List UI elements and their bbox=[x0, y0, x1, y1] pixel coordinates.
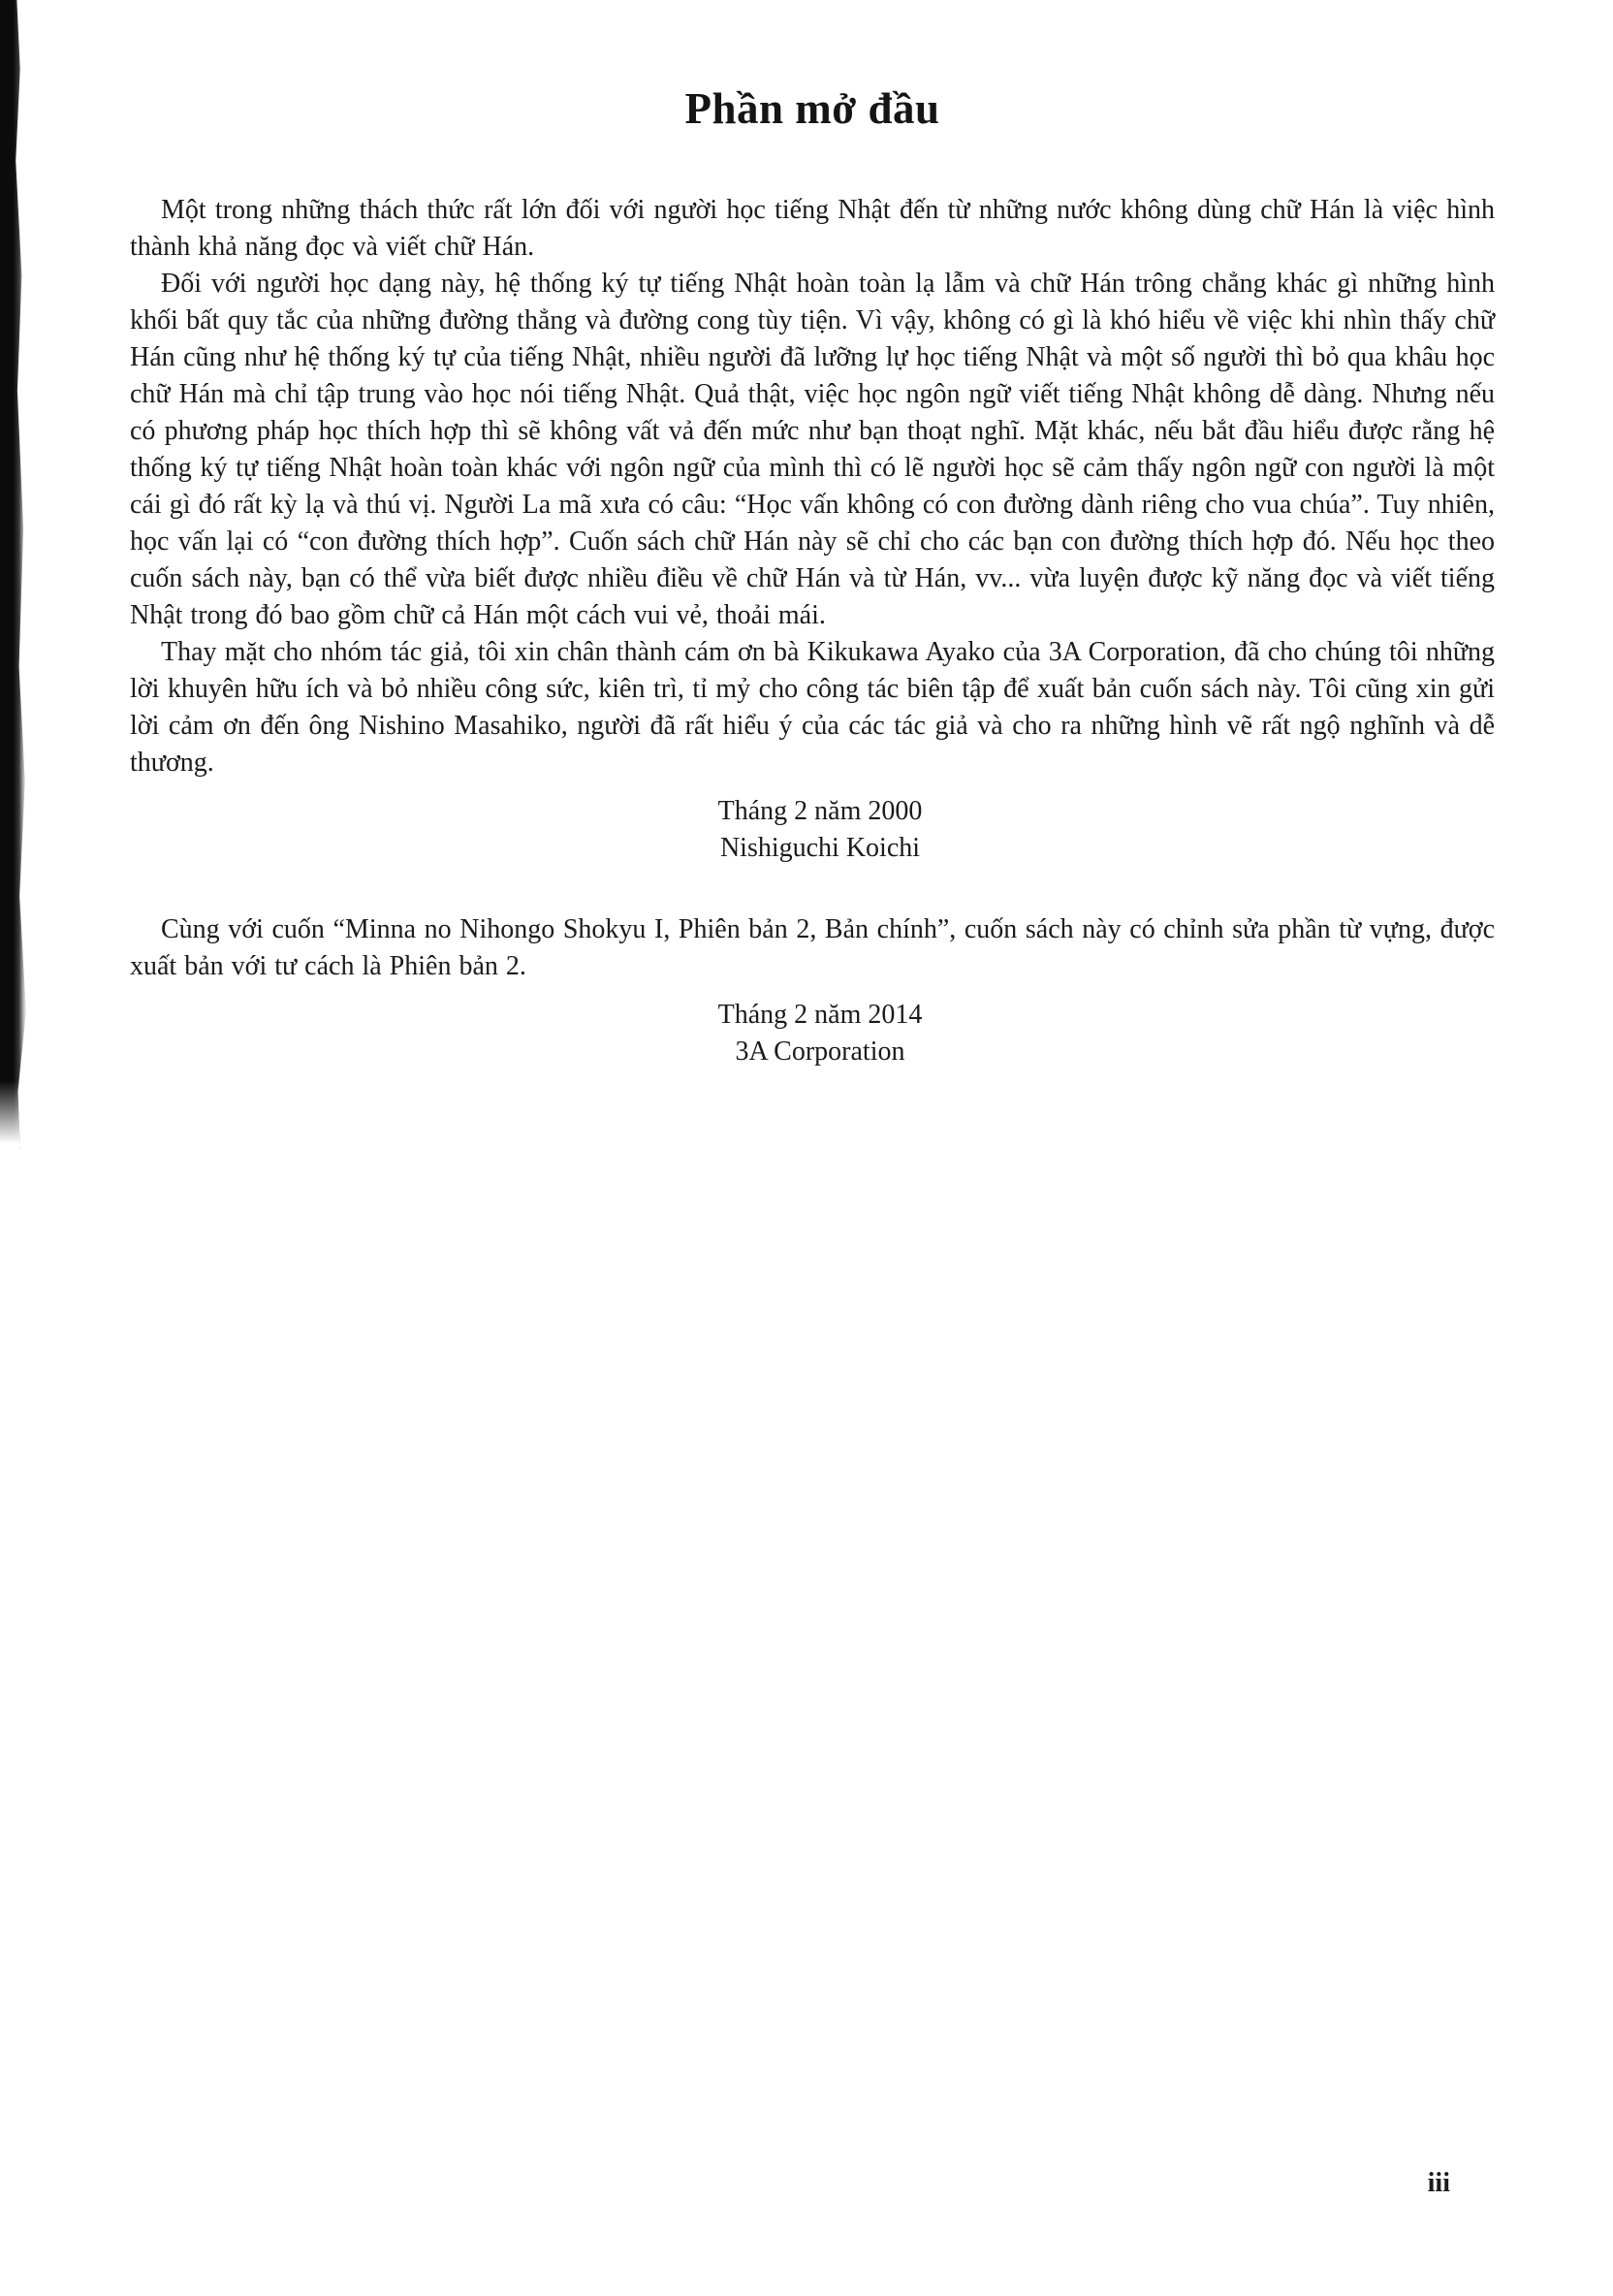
page-title: Phần mở đầu bbox=[684, 84, 940, 133]
signature-name-nishiguchi: Nishiguchi Koichi bbox=[719, 833, 921, 863]
scan-binding-shadow bbox=[0, 0, 27, 1149]
signature-name-3a-corporation: 3A Corporation bbox=[735, 1036, 905, 1067]
signature-block-2000 bbox=[138, 793, 1502, 867]
paragraph-acknowledgements: Thay mặt cho nhóm tác giả, tôi xin chân thành cám ơn bà Kikukawa Ayako của 3A Corporation, đã cho chúng tôi những lời khuyên hữu ích và bỏ nhiều công sức, kiên trì, tỉ mỷ cho công tác biên tập để xuất bản cuốn sách này. Tôi cũng xin gửi lời cảm ơn đến ông Nishino Masahiko, người đã rất hiểu ý của các tác giả và cho ra những hình vẽ rất ngộ nghĩnh và dễ thương. bbox=[130, 637, 1495, 778]
page-content bbox=[130, 83, 1495, 1082]
page-number: iii bbox=[1427, 2168, 1450, 2198]
paragraph-main: Đối với người học dạng này, hệ thống ký tự tiếng Nhật hoàn toàn lạ lẫm và chữ Hán trông chẳng khác gì những hình khối bất quy tắc của những đường thẳng và đường cong tùy tiện. Vì vậy, không có gì là khó hiểu về việc khi nhìn thấy chữ Hán cũng như hệ thống ký tự của tiếng Nhật, nhiều người đã lưỡng lự học tiếng Nhật và một số người thì bỏ qua khâu học chữ Hán mà chỉ tập trung vào học nói tiếng Nhật. Quả thật, việc học ngôn ngữ viết tiếng Nhật không dễ dàng. Nhưng nếu có phương pháp học thích hợp thì sẽ không vất vả đến mức như bạn thoạt nghĩ. Mặt khác, nếu bắt đầu hiểu được rằng hệ thống ký tự tiếng Nhật hoàn toàn khác với ngôn ngữ của mình thì có lẽ người học sẽ cảm thấy ngôn ngữ con người là một cái gì đó rất kỳ lạ và thú vị. Người La mã xưa có câu: “Học vấn không có con đường dành riêng cho vua chúa”. Tuy nhiên, học vấn lại có “con đường thích hợp”. Cuốn sách chữ Hán này sẽ chỉ cho các bạn con đường thích hợp đó. Nếu học theo cuốn sách này, bạn có thể vừa biết được nhiều điều về chữ Hán và từ Hán, vv... vừa luyện được kỹ năng đọc và viết tiếng Nhật trong đó bao gồm chữ cả Hán một cách vui vẻ, thoải mái. bbox=[130, 269, 1495, 630]
paragraph-edition-note: Cùng với cuốn “Minna no Nihongo Shokyu I, Phiên bản 2, Bản chính”, cuốn sách này có chỉnh sửa phần từ vựng, được xuất bản với tư cách là Phiên bản 2. bbox=[130, 914, 1495, 981]
signature-block-2014 bbox=[138, 997, 1502, 1070]
signature-date-2014: Tháng 2 năm 2014 bbox=[717, 1000, 923, 1030]
paragraph-intro: Một trong những thách thức rất lớn đối với người học tiếng Nhật đến từ những nước không dùng chữ Hán là việc hình thành khả năng đọc và viết chữ Hán. bbox=[130, 195, 1495, 262]
signature-date-2000: Tháng 2 năm 2000 bbox=[717, 796, 923, 826]
